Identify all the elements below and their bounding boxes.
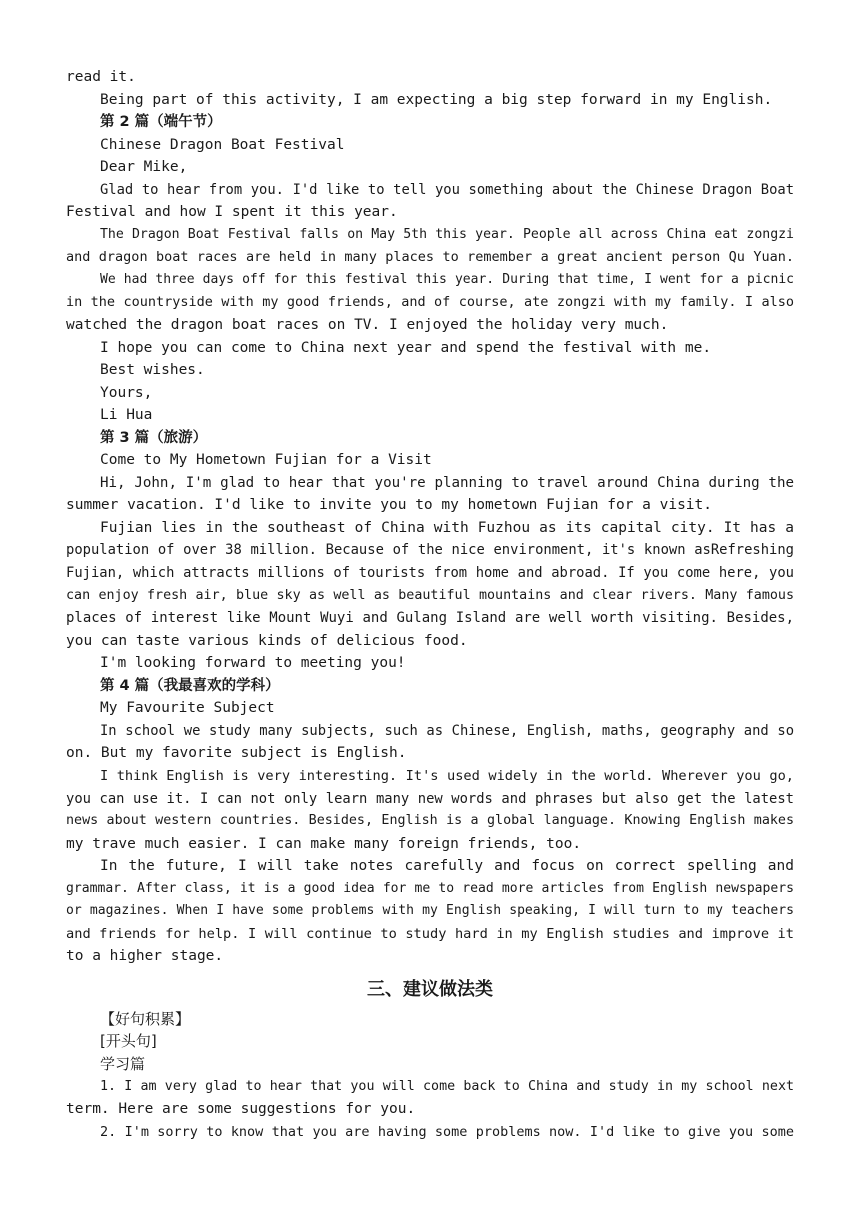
paragraph-line: The Dragon Boat Festival falls on May 5th this year. People all across China eat zongzi bbox=[100, 226, 794, 242]
sentence-line: 1. I am very glad to hear that you will come back to China and study in my school next bbox=[100, 1078, 794, 1094]
paragraph-line: can enjoy fresh air, blue sky as well as beautiful mountains and clear rivers. Many famous bbox=[66, 587, 794, 603]
document-page bbox=[66, 66, 794, 1143]
paragraph-line: We had three days off for this festival this year. During that time, I went for a picnic bbox=[100, 271, 794, 287]
paragraph-line: and dragon boat races are held in many places to remember a great ancient person Qu Yuan. bbox=[66, 249, 794, 266]
paragraph-line: I'm looking forward to meeting you! bbox=[100, 655, 406, 672]
section-label: [开头句] bbox=[100, 1032, 157, 1051]
closing-line: Best wishes. bbox=[100, 362, 205, 379]
paragraph-line: In the future, I will take notes carefully and focus on correct spelling and bbox=[100, 858, 794, 875]
paragraph-line: Fujian, which attracts millions of tourists from home and abroad. If you come here, you bbox=[66, 565, 794, 582]
paragraph-line: watched the dragon boat races on TV. I enjoyed the holiday very much. bbox=[66, 317, 669, 334]
text-line: Being part of this activity, I am expecting a big step forward in my English. bbox=[100, 91, 773, 108]
paragraph-line: places of interest like Mount Wuyi and Gulang Island are well worth visiting. Besides, bbox=[66, 610, 794, 627]
paragraph-line: and friends for help. I will continue to study hard in my English studies and improve it bbox=[66, 925, 794, 942]
essay-title: Chinese Dragon Boat Festival bbox=[100, 136, 345, 153]
paragraph-line: Glad to hear from you. I'd like to tell you something about the Chinese Dragon Boat bbox=[100, 181, 794, 198]
paragraph-line: Fujian lies in the southeast of China with Fuzhou as its capital city. It has a bbox=[100, 519, 794, 536]
essay-heading: 第 2 篇（端午节） bbox=[100, 114, 222, 131]
essay-heading: 第 3 篇（旅游） bbox=[100, 429, 208, 446]
paragraph-line: grammar. After class, it is a good idea for me to read more articles from English newspapers bbox=[66, 880, 794, 896]
essay-heading: 第 4 篇（我最喜欢的学科） bbox=[100, 677, 280, 694]
paragraph-line: Hi, John, I'm glad to hear that you're planning to travel around China during the bbox=[100, 474, 794, 491]
paragraph-line: population of over 38 million. Because of the nice environment, it's known asRefreshing bbox=[66, 542, 794, 559]
paragraph-line: Festival and how I spent it this year. bbox=[66, 204, 398, 221]
salutation: Dear Mike, bbox=[100, 159, 188, 176]
paragraph-line: news about western countries. Besides, English is a global language. Knowing English makes bbox=[66, 813, 794, 829]
sentence-line: 2. I'm sorry to know that you are having some problems now. I'd like to give you some bbox=[100, 1123, 794, 1140]
closing-line: Yours, bbox=[100, 384, 153, 401]
signature: Li Hua bbox=[100, 407, 153, 424]
paragraph-line: on. But my favorite subject is English. bbox=[66, 745, 407, 762]
paragraph-line: or magazines. When I have some problems with my English speaking, I will turn to my teachers bbox=[66, 903, 794, 919]
paragraph-line: In school we study many subjects, such as Chinese, English, maths, geography and so bbox=[100, 722, 794, 739]
paragraph-line: summer vacation. I'd like to invite you to my hometown Fujian for a visit. bbox=[66, 497, 713, 514]
section-label: 学习篇 bbox=[100, 1054, 146, 1073]
paragraph-line: I think English is very interesting. It's used widely in the world. Wherever you go, bbox=[100, 767, 794, 784]
paragraph-line: in the countryside with my good friends, and of course, ate zongzi with my family. I also bbox=[66, 294, 794, 311]
section-label: 【好句积累】 bbox=[100, 1009, 191, 1028]
essay-title: Come to My Hometown Fujian for a Visit bbox=[100, 452, 432, 469]
essay-title: My Favourite Subject bbox=[100, 700, 275, 717]
paragraph-line: you can taste various kinds of delicious food. bbox=[66, 632, 468, 649]
section-title: 三、建议做法类 bbox=[367, 978, 493, 1000]
text-line: read it. bbox=[66, 69, 136, 85]
paragraph-line: I hope you can come to China next year and spend the festival with me. bbox=[100, 339, 712, 356]
paragraph-line: you can use it. I can not only learn many new words and phrases but also get the latest bbox=[66, 790, 794, 807]
paragraph-line: my trave much easier. I can make many foreign friends, too. bbox=[66, 835, 582, 852]
paragraph-line: to a higher stage. bbox=[66, 948, 224, 965]
sentence-line: term. Here are some suggestions for you. bbox=[66, 1101, 416, 1118]
